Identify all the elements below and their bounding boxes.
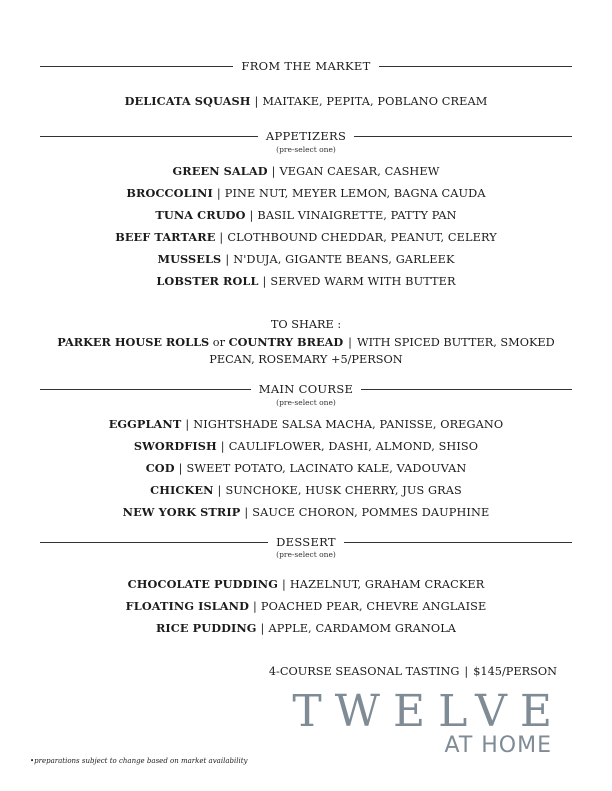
separator: |: [217, 484, 222, 497]
dish-description: SERVED WARM WITH BUTTER: [270, 275, 456, 288]
dish-name: DELICATA SQUASH: [124, 94, 251, 108]
menu-item: [0, 483, 612, 497]
dessert-section-title: DESSERT: [276, 535, 336, 549]
separator: |: [252, 600, 257, 613]
dish-name: GREEN SALAD: [172, 164, 268, 178]
main-course-section-header: [40, 382, 572, 396]
share-item: [56, 334, 556, 368]
dish-description: HAZELNUT, GRAHAM CRACKER: [289, 578, 485, 591]
separator: |: [260, 622, 265, 635]
dish-description: POACHED PEAR, CHEVRE ANGLAISE: [260, 600, 487, 613]
dish-description: N'DUJA, GIGANTE BEANS, GARLEEK: [233, 253, 455, 266]
dish-name: EGGPLANT: [108, 417, 182, 431]
menu-item: [0, 417, 612, 431]
main-course-section-title: MAIN COURSE: [258, 382, 354, 396]
separator: |: [249, 209, 254, 222]
brand-name: TWELVE: [292, 686, 565, 737]
divider-left: [40, 542, 268, 543]
dish-description: APPLE, CARDAMOM GRANOLA: [268, 622, 457, 635]
divider-left: [40, 389, 251, 390]
separator: |: [262, 275, 267, 288]
dish-description: PINE NUT, MEYER LEMON, BAGNA CAUDA: [224, 187, 486, 200]
dish-name: COD: [145, 461, 175, 475]
share-item-2: COUNTRY BREAD: [228, 335, 344, 349]
menu-item: [0, 577, 612, 591]
menu-item: [0, 252, 612, 266]
separator: |: [271, 165, 276, 178]
separator: |: [178, 462, 183, 475]
menu-item: [0, 461, 612, 475]
dish-description: NIGHTSHADE SALSA MACHA, PANISSE, OREGANO: [193, 418, 504, 431]
dish-name: RICE PUDDING: [155, 621, 257, 635]
share-label: TO SHARE :: [270, 318, 342, 331]
dish-name: MUSSELS: [157, 252, 222, 266]
appetizers-section-header: [40, 129, 572, 143]
dessert-note: (pre-select one): [276, 550, 336, 559]
dish-description: CAULIFLOWER, DASHI, ALMOND, SHISO: [228, 440, 479, 453]
menu-item: [0, 164, 612, 178]
dish-name: BROCCOLINI: [126, 186, 213, 200]
dish-name: BEEF TARTARE: [115, 230, 216, 244]
dish-description: SWEET POTATO, LACINATO KALE, VADOUVAN: [186, 462, 467, 475]
divider-right: [344, 542, 572, 543]
main-course-note: (pre-select one): [276, 398, 336, 407]
market-section-title: FROM THE MARKET: [241, 59, 371, 73]
brand-logo: [292, 686, 565, 758]
tasting-price-line: [269, 665, 557, 678]
dish-description: CLOTHBOUND CHEDDAR, PEANUT, CELERY: [227, 231, 497, 244]
share-item-1: PARKER HOUSE ROLLS: [57, 335, 210, 349]
dish-description: MAITAKE, PEPITA, POBLANO CREAM: [262, 95, 488, 108]
separator: |: [254, 95, 259, 108]
brand-subtitle: AT HOME: [444, 733, 552, 758]
dish-name: CHICKEN: [150, 483, 214, 497]
dessert-section-header: [40, 535, 572, 549]
dish-description: SAUCE CHORON, POMMES DAUPHINE: [252, 506, 490, 519]
dish-name: FLOATING ISLAND: [125, 599, 249, 613]
dish-name: SWORDFISH: [133, 439, 217, 453]
market-section-header: [40, 59, 572, 73]
menu-item: [0, 439, 612, 453]
share-description: WITH SPICED BUTTER, SMOKED PECAN, ROSEMARY +5/PERSON: [209, 336, 555, 366]
menu-item: [0, 230, 612, 244]
tasting-price: $145/PERSON: [473, 665, 557, 678]
divider-right: [361, 389, 572, 390]
menu-item: [0, 599, 612, 613]
separator: |: [464, 665, 469, 678]
divider-left: [40, 66, 233, 67]
share-connector: or: [212, 336, 225, 349]
dish-name: TUNA CRUDO: [155, 208, 246, 222]
dish-name: LOBSTER ROLL: [156, 274, 259, 288]
menu-item: [0, 186, 612, 200]
separator: |: [225, 253, 230, 266]
separator: |: [220, 440, 225, 453]
tasting-label: 4-COURSE SEASONAL TASTING: [268, 665, 460, 678]
dish-description: BASIL VINAIGRETTE, PATTY PAN: [257, 209, 457, 222]
separator: |: [219, 231, 224, 244]
divider-left: [40, 136, 258, 137]
appetizers-note: (pre-select one): [276, 145, 336, 154]
separator: |: [216, 187, 221, 200]
dish-description: SUNCHOKE, HUSK CHERRY, JUS GRAS: [225, 484, 462, 497]
dish-description: VEGAN CAESAR, CASHEW: [279, 165, 440, 178]
menu-item: [0, 274, 612, 288]
footnote: •preparations subject to change based on market availability: [30, 757, 248, 765]
menu-item: [0, 94, 612, 108]
divider-right: [354, 136, 572, 137]
appetizers-section-title: APPETIZERS: [265, 129, 347, 143]
separator: |: [244, 506, 249, 519]
menu-item: [0, 505, 612, 519]
divider-right: [379, 66, 572, 67]
separator: |: [348, 336, 352, 349]
separator: |: [281, 578, 286, 591]
menu-item: [0, 621, 612, 635]
dish-name: NEW YORK STRIP: [122, 505, 241, 519]
separator: |: [185, 418, 190, 431]
dish-name: CHOCOLATE PUDDING: [127, 577, 278, 591]
menu-item: [0, 208, 612, 222]
